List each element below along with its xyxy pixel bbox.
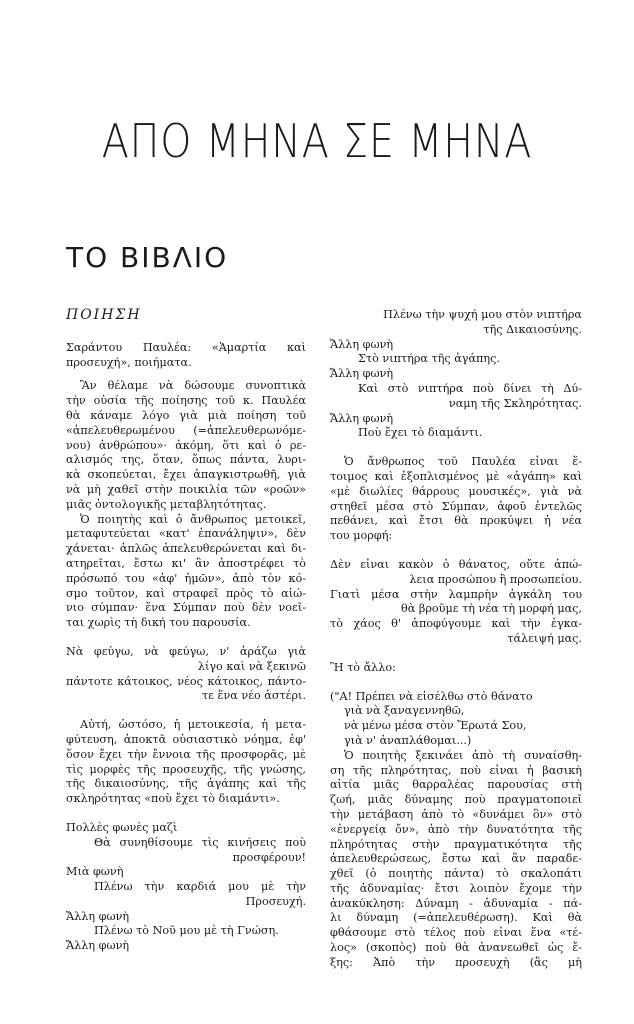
text-line: τάλειψή μας. bbox=[507, 631, 582, 645]
text-line: Προσευχή. bbox=[245, 894, 306, 908]
text-line: πάντοτε κάτοικος, νέος κάτοικος, πάντο- bbox=[66, 674, 306, 688]
right-column bbox=[330, 308, 582, 971]
text-line: σκληρότητας «ποὺ ἔχει τὸ διαμάντι». bbox=[66, 792, 280, 806]
paragraph bbox=[66, 513, 306, 631]
text-line: αἰτία μιᾶς θαρραλέας παρουσίας στὴ bbox=[330, 778, 582, 792]
text-line: «μὲ διωλίες θάρρους μουσικές», γιὰ νὰ bbox=[330, 484, 582, 498]
text-line: κὰ σκοπεύεται, ἔχει ἀπαγκιστρωθῆ, γιὰ bbox=[66, 468, 306, 482]
text-line: στηθεῖ μέσα στὸ Σύμπαν, ἀφοῦ ἐντελῶς bbox=[330, 499, 582, 513]
text-line: τῆς δικαιοσύνης, τῆς ἀγάπης καὶ τῆς bbox=[66, 777, 306, 791]
paragraph bbox=[330, 749, 582, 971]
poem-excerpt bbox=[330, 690, 582, 749]
text-line: τοιμος καὶ ἐξοπλισμένος μὲ «ἀγάπη» καὶ bbox=[330, 469, 582, 483]
text-line: Ἄλλη φωνὴ bbox=[330, 367, 394, 381]
text-line: θὰ βροῦμε τὴ νέα τὴ μορφή μας, bbox=[401, 602, 582, 616]
text-line: μιᾶς ὀντολογικῆς μεταβλητότητας. bbox=[66, 497, 267, 511]
text-line: τε ἕνα νέο ἀστέρι. bbox=[201, 689, 306, 703]
text-line: ναμη τῆς Σκληρότητας. bbox=[448, 396, 582, 410]
poem-excerpt bbox=[66, 821, 306, 954]
text-line: τὴν οὐσία τῆς ποίησης τοῦ κ. Παυλέα bbox=[66, 394, 306, 408]
text-line: ἀπελευθερώσεως, ἔστω καὶ ἂν παραδε- bbox=[330, 852, 582, 866]
text-line: τῆς ἀδυναμίας· ἔτσι λοιπὸν ἔχομε τὴν bbox=[330, 881, 582, 895]
poem-excerpt bbox=[330, 308, 582, 441]
text-line: Πλένω τὴν ψυχή μου στὸν νιπτήρα bbox=[383, 308, 582, 321]
text-line: Ἢ τὸ ἄλλο: bbox=[330, 660, 396, 674]
paragraph bbox=[66, 379, 306, 512]
text-line: «ἀπελευθερωμένου (=ἀπελευθερωνόμε- bbox=[66, 423, 306, 437]
text-line: λίγο καὶ νὰ ξεκινῶ bbox=[197, 659, 306, 673]
text-line: χθεῖ (ὁ ποιητὴς πάντα) τὸ σκαλοπάτι bbox=[330, 867, 582, 881]
text-line: γιὰ νὰ ξαναγεννηθῶ, bbox=[344, 704, 465, 718]
text-line: Θὰ συνηθίσουμε τὶς κινήσεις ποὺ bbox=[94, 835, 306, 849]
text-line: νου) ἀνθρώπου»· ἀκόμη, ὅτι καὶ ὁ ρε- bbox=[66, 438, 306, 452]
text-line: Πολλὲς φωνὲς μαζὶ bbox=[66, 820, 178, 834]
text-line: τῆς Δικαιοσύνης. bbox=[483, 322, 582, 336]
text-line: Ὁ ποιητὴς ξεκινάει ἀπὸ τὴ συναίσθη- bbox=[344, 748, 582, 762]
text-line: ται χωρὶς τὴ δική του παρουσία. bbox=[66, 616, 251, 630]
text-line: νὰ μὴ χαθεῖ στὴν ποικιλία τῶν «ροῶν» bbox=[66, 482, 306, 496]
text-line: μεταφυτεύεται «κατ' ἐπανάληψιν», δὲν bbox=[66, 527, 306, 541]
text-line: ζωή, μιᾶς δύναμης ποὺ πραγματοποιεῖ bbox=[330, 793, 582, 807]
page-title: ΑΠΟ ΜΗΝΑ ΣΕ ΜΗΝΑ bbox=[101, 114, 533, 168]
text-line: αλισμός της, ὅταν, ὅπως πάντα, λυρι- bbox=[66, 453, 306, 467]
text-line: Ἄλλη φωνὴ bbox=[330, 411, 394, 425]
text-line: φθάσουμε στὸ τέλος ποὺ εἶναι ἕνα «τέ- bbox=[330, 926, 582, 940]
text-line: ("Α! Πρέπει νὰ εἰσέλθω στὸ θάνατο bbox=[330, 689, 533, 703]
poem-excerpt bbox=[66, 645, 306, 704]
text-line: Πλένω τὴν καρδιά μου μὲ τὴν bbox=[94, 880, 306, 894]
poem-excerpt bbox=[330, 558, 582, 647]
text-line: Δὲν εἶναι κακὸν ὁ θάνατος, οὔτε ἀπώ- bbox=[330, 557, 582, 571]
text-line: Ἂν θέλαμε νὰ δώσουμε συνοπτικὰ bbox=[80, 379, 306, 393]
text-line: προσευχή», ποιήματα. bbox=[66, 355, 192, 369]
text-line: λεια προσώπου ἢ προσωπείου. bbox=[409, 572, 582, 586]
text-line: λι δύναμη (=ἀπελευθέρωση). Καὶ θὰ bbox=[330, 911, 582, 925]
text-line: Καὶ στὸ νιπτήρα ποὺ δίνει τὴ Δύ- bbox=[358, 381, 582, 395]
text-line: νιο σύμπαν· ἕνα Σύμπαν ποὺ δὲν νοεῖ- bbox=[66, 601, 306, 615]
paragraph bbox=[330, 661, 582, 676]
text-line: ὅσον ἔχει τὴν ἔννοια τῆς προσφορᾶς, μὲ bbox=[66, 747, 306, 761]
text-line: προσφέρουν! bbox=[232, 850, 306, 864]
text-line: τὸ χάος θ' ἀποφύγουμε καὶ τὴν ἐγκα- bbox=[330, 617, 582, 631]
text-line: Σαράντου Παυλέα: «Ἁμαρτία καὶ bbox=[66, 340, 306, 354]
text-line: νὰ μένω μέσα στὸν Ἔρωτά Σου, bbox=[344, 719, 527, 733]
text-line: Αὐτή, ὡστόσο, ἡ μετοικεσία, ἡ μετα- bbox=[80, 718, 306, 732]
text-line: τὴν μετάβαση ἀπὸ τὸ «δυνάμει ὂν» στὸ bbox=[330, 807, 582, 821]
text-line: φύτευση, ἀποκτᾶ οὐσιαστικὸ νόημα, ἐφ' bbox=[66, 732, 306, 746]
text-line: γιὰ ν' ἀναπλάθομαι...) bbox=[344, 733, 472, 747]
text-line: Ποὺ ἔχει τὸ διαμάντι. bbox=[358, 426, 483, 440]
text-line: Νὰ φεύγω, νὰ φεύγω, ν' ἀράζω γιὰ bbox=[66, 644, 306, 658]
text-line: Γιατὶ μέσα στὴν λαμπρὴν ἀγκάλη του bbox=[330, 587, 582, 601]
paragraph bbox=[330, 455, 582, 544]
book-reference bbox=[66, 341, 306, 371]
text-line: Ὁ ἄνθρωπος τοῦ Παυλέα εἶναι ἕ- bbox=[344, 455, 582, 469]
text-line: σμο τοῦτον, καὶ στραφεῖ πρὸς τὸ αἰώ- bbox=[66, 586, 306, 600]
section-title: ΤΟ ΒΙΒΛΙΟ bbox=[66, 241, 229, 274]
left-column bbox=[66, 308, 306, 954]
text-line: του μορφή: bbox=[330, 529, 393, 543]
text-line: πεθάνει, καὶ ἔτσι θὰ προκύψει ἡ νέα bbox=[330, 514, 582, 528]
text-line: «ἐνεργείᾳ ὄν», ἀπὸ τὴν δυνατότητα τῆς bbox=[330, 822, 582, 836]
text-line: Πλένω τὸ Νοῦ μου μὲ τὴ Γνώση. bbox=[94, 924, 279, 938]
text-line: ξης: Ἀπὸ τὴν προσευχὴ (ἂς μὴ bbox=[330, 955, 582, 969]
text-line: πληρότητας στὴν πραγματικότητα τῆς bbox=[330, 837, 582, 851]
text-line: ἀνακύκληση: Δύναμη - ἀδυναμία - πά- bbox=[330, 896, 582, 910]
text-line: πρόσωπό του «ἀφ' ἡμῶν», ἀπὸ τὸν κό- bbox=[66, 571, 306, 585]
text-line: Ἄλλη φωνὴ bbox=[66, 909, 130, 923]
text-line: ση τῆς πληρότητας, ποὺ εἶναι ἡ βασικὴ bbox=[330, 763, 582, 777]
text-line: χάνεται· ἁπλῶς ἀπελευθερώνεται καὶ δι- bbox=[66, 542, 306, 556]
text-line: λος» (σκοπὸς) ποὺ θὰ ἀνανεωθεῖ ὡς ἔ- bbox=[330, 941, 582, 955]
text-line: Ὁ ποιητὴς καὶ ὁ ἄνθρωπος μετοικεῖ, bbox=[80, 512, 306, 526]
text-line: θὰ κάναμε λόγο γιὰ μιὰ ποίηση τοῦ bbox=[66, 408, 306, 422]
text-line: Ἄλλη φωνὴ bbox=[66, 939, 130, 953]
text-line: Μιὰ φωνὴ bbox=[66, 865, 124, 879]
text-line: ατηρεῖται, ἔστω κι' ἂν ἀποστρέφει τὸ bbox=[66, 556, 306, 570]
subheading-poetry: ΠΟΙΗΣΗ bbox=[66, 307, 142, 323]
paragraph bbox=[66, 718, 306, 807]
text-line: Στὸ νιπτήρα τῆς ἀγάπης. bbox=[358, 352, 500, 366]
text-line: Ἄλλη φωνὴ bbox=[330, 337, 394, 351]
text-line: τὶς μορφὲς τῆς προσευχῆς, τῆς γνώσης, bbox=[66, 762, 306, 776]
